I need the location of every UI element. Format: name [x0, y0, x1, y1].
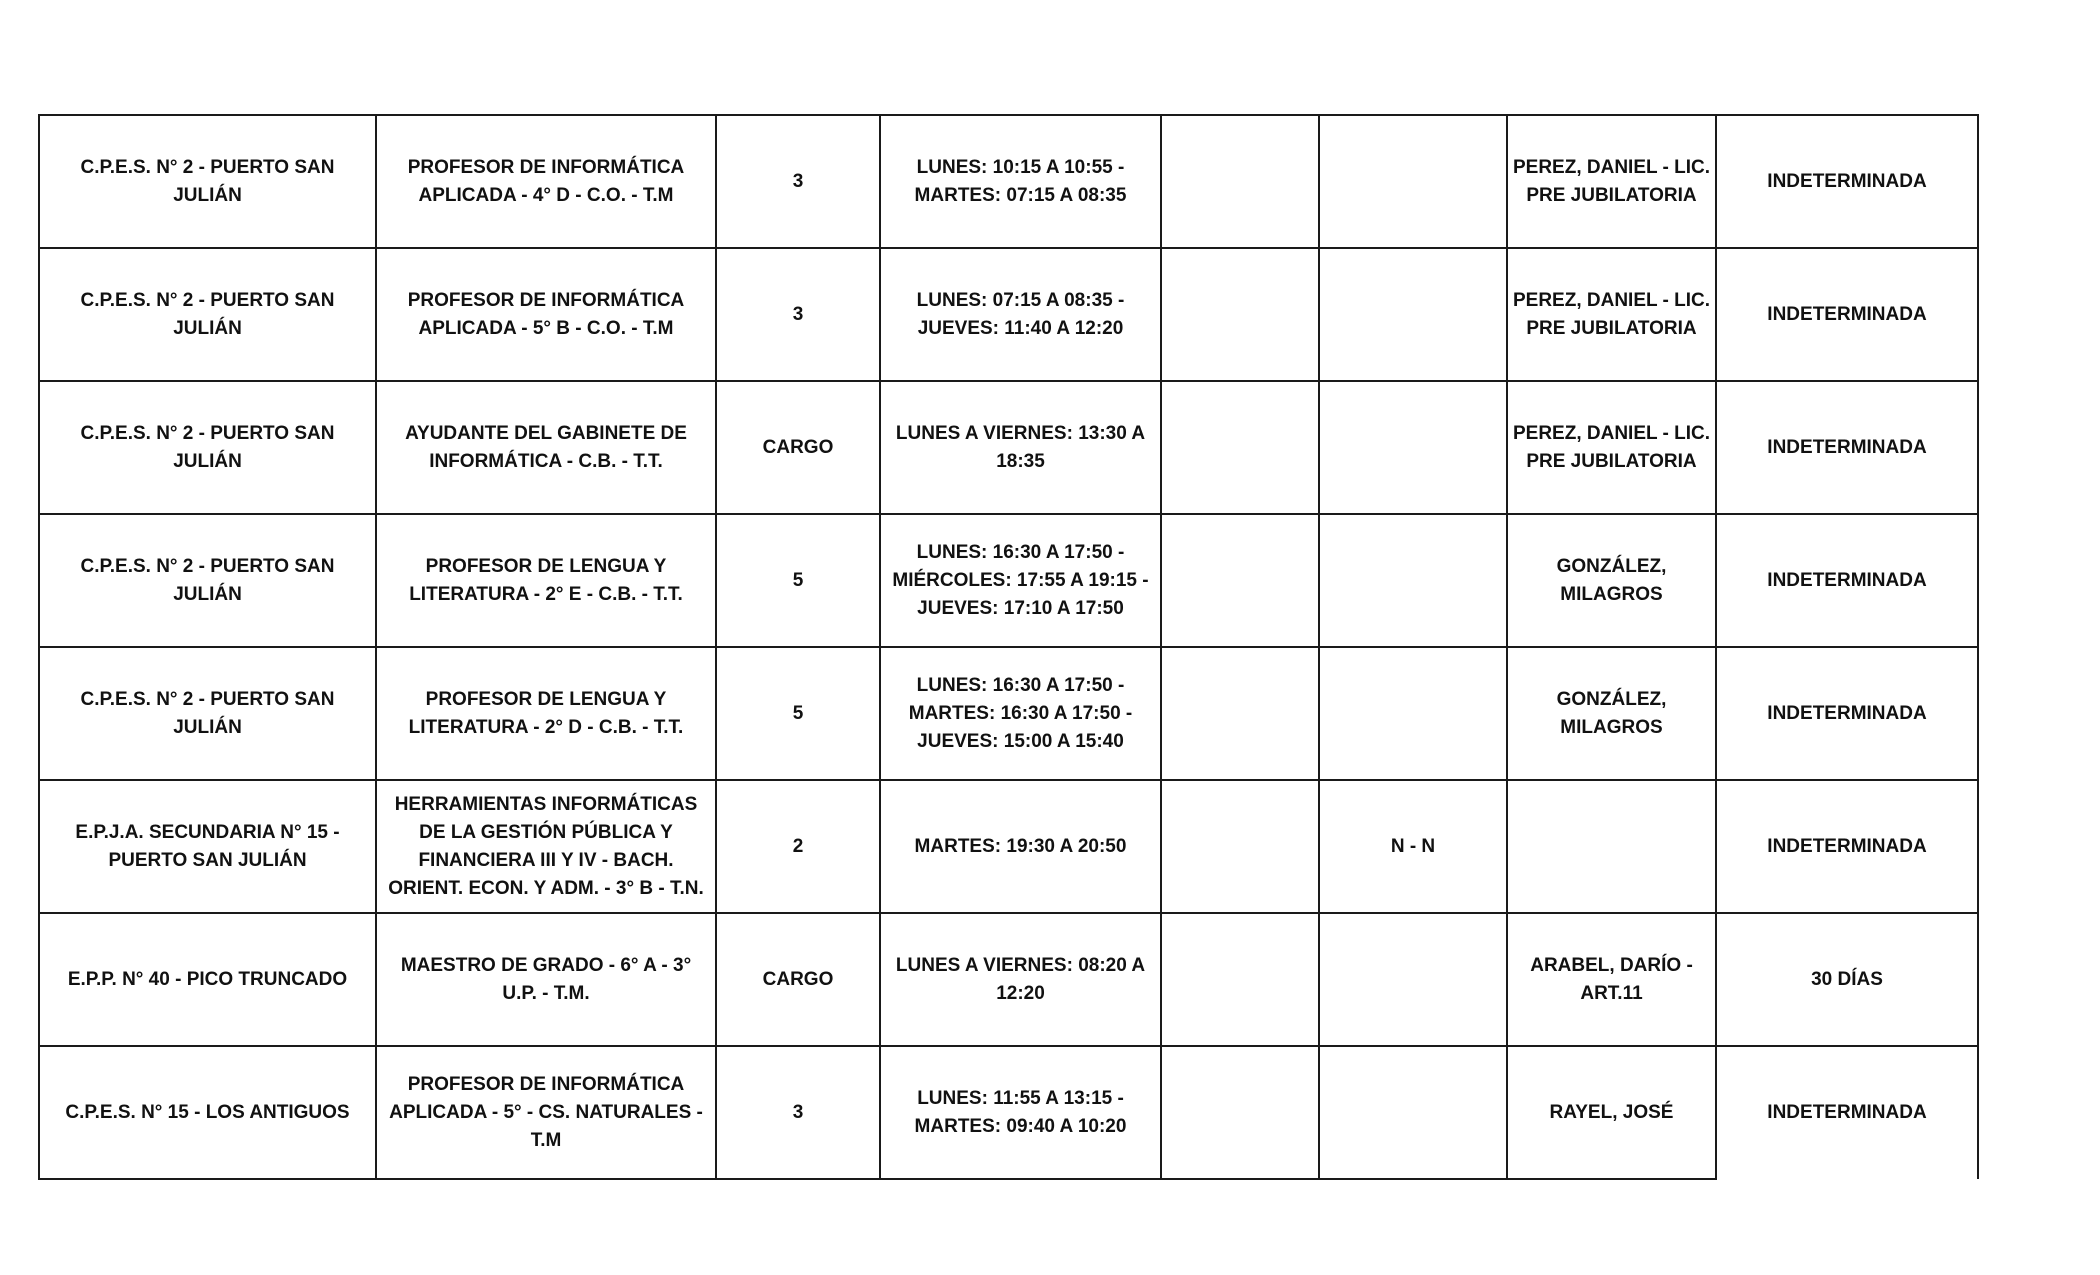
- replaces-cell: ARABEL, DARÍO - ART.11: [1507, 913, 1716, 1046]
- schedule-cell: LUNES: 16:30 A 17:50 - MIÉRCOLES: 17:55 A 19:15 - JUEVES: 17:10 A 17:50: [880, 514, 1161, 647]
- school-cell: E.P.P. N° 40 - PICO TRUNCADO: [39, 913, 376, 1046]
- schedule-cell: LUNES: 07:15 A 08:35 - JUEVES: 11:40 A 12:20: [880, 248, 1161, 381]
- vacancies-table: [38, 114, 1979, 1180]
- duration-cell: INDETERMINADA: [1716, 381, 1978, 514]
- replaces-cell: PEREZ, DANIEL - LIC. PRE JUBILATORIA: [1507, 381, 1716, 514]
- table-row: [39, 780, 1978, 913]
- schedule-cell: LUNES: 11:55 A 13:15 - MARTES: 09:40 A 10:20: [880, 1046, 1161, 1179]
- hours-cell: 3: [716, 248, 880, 381]
- duration-cell: INDETERMINADA: [1716, 248, 1978, 381]
- empty-cell: [1161, 780, 1319, 913]
- school-cell: C.P.E.S. N° 2 - PUERTO SAN JULIÁN: [39, 115, 376, 248]
- hours-cell: CARGO: [716, 913, 880, 1046]
- school-cell: C.P.E.S. N° 2 - PUERTO SAN JULIÁN: [39, 248, 376, 381]
- school-cell: C.P.E.S. N° 2 - PUERTO SAN JULIÁN: [39, 647, 376, 780]
- hours-cell: 5: [716, 647, 880, 780]
- table-row: [39, 381, 1978, 514]
- subject-cell: PROFESOR DE LENGUA Y LITERATURA - 2° E - C.B. - T.T.: [376, 514, 716, 647]
- empty-cell: [1161, 913, 1319, 1046]
- code-cell: [1319, 1046, 1507, 1179]
- empty-cell: [1161, 647, 1319, 780]
- replaces-cell: RAYEL, JOSÉ: [1507, 1046, 1716, 1179]
- empty-cell: [1161, 115, 1319, 248]
- hours-cell: 2: [716, 780, 880, 913]
- duration-cell: INDETERMINADA: [1716, 1046, 1978, 1179]
- schedule-cell: LUNES: 10:15 A 10:55 - MARTES: 07:15 A 08:35: [880, 115, 1161, 248]
- code-cell: N - N: [1319, 780, 1507, 913]
- school-cell: C.P.E.S. N° 2 - PUERTO SAN JULIÁN: [39, 381, 376, 514]
- table-body: [39, 115, 1978, 1179]
- subject-cell: PROFESOR DE LENGUA Y LITERATURA - 2° D - C.B. - T.T.: [376, 647, 716, 780]
- subject-cell: PROFESOR DE INFORMÁTICA APLICADA - 5° - CS. NATURALES - T.M: [376, 1046, 716, 1179]
- duration-cell: INDETERMINADA: [1716, 514, 1978, 647]
- duration-cell: INDETERMINADA: [1716, 780, 1978, 913]
- empty-cell: [1161, 381, 1319, 514]
- table-row: [39, 913, 1978, 1046]
- subject-cell: MAESTRO DE GRADO - 6° A - 3° U.P. - T.M.: [376, 913, 716, 1046]
- replaces-cell: [1507, 780, 1716, 913]
- schedule-cell: LUNES A VIERNES: 13:30 A 18:35: [880, 381, 1161, 514]
- subject-cell: AYUDANTE DEL GABINETE DE INFORMÁTICA - C.B. - T.T.: [376, 381, 716, 514]
- replaces-cell: PEREZ, DANIEL - LIC. PRE JUBILATORIA: [1507, 115, 1716, 248]
- code-cell: [1319, 115, 1507, 248]
- table-row: [39, 248, 1978, 381]
- empty-cell: [1161, 514, 1319, 647]
- school-cell: E.P.J.A. SECUNDARIA N° 15 - PUERTO SAN JULIÁN: [39, 780, 376, 913]
- hours-cell: CARGO: [716, 381, 880, 514]
- empty-cell: [1161, 248, 1319, 381]
- schedule-cell: LUNES: 16:30 A 17:50 - MARTES: 16:30 A 17:50 - JUEVES: 15:00 A 15:40: [880, 647, 1161, 780]
- replaces-cell: GONZÁLEZ, MILAGROS: [1507, 514, 1716, 647]
- code-cell: [1319, 248, 1507, 381]
- code-cell: [1319, 381, 1507, 514]
- hours-cell: 3: [716, 1046, 880, 1179]
- duration-cell: 30 DÍAS: [1716, 913, 1978, 1046]
- table-row: [39, 115, 1978, 248]
- table-row: [39, 514, 1978, 647]
- empty-cell: [1161, 1046, 1319, 1179]
- subject-cell: HERRAMIENTAS INFORMÁTICAS DE LA GESTIÓN PÚBLICA Y FINANCIERA III Y IV - BACH. ORIENT. ECON. Y ADM. - 3° B - T.N.: [376, 780, 716, 913]
- duration-cell: INDETERMINADA: [1716, 115, 1978, 248]
- code-cell: [1319, 647, 1507, 780]
- subject-cell: PROFESOR DE INFORMÁTICA APLICADA - 5° B - C.O. - T.M: [376, 248, 716, 381]
- code-cell: [1319, 913, 1507, 1046]
- schedule-cell: LUNES A VIERNES: 08:20 A 12:20: [880, 913, 1161, 1046]
- school-cell: C.P.E.S. N° 15 - LOS ANTIGUOS: [39, 1046, 376, 1179]
- table-row: [39, 1046, 1978, 1179]
- code-cell: [1319, 514, 1507, 647]
- schedule-cell: MARTES: 19:30 A 20:50: [880, 780, 1161, 913]
- hours-cell: 3: [716, 115, 880, 248]
- subject-cell: PROFESOR DE INFORMÁTICA APLICADA - 4° D - C.O. - T.M: [376, 115, 716, 248]
- table-row: [39, 647, 1978, 780]
- replaces-cell: GONZÁLEZ, MILAGROS: [1507, 647, 1716, 780]
- school-cell: C.P.E.S. N° 2 - PUERTO SAN JULIÁN: [39, 514, 376, 647]
- replaces-cell: PEREZ, DANIEL - LIC. PRE JUBILATORIA: [1507, 248, 1716, 381]
- hours-cell: 5: [716, 514, 880, 647]
- duration-cell: INDETERMINADA: [1716, 647, 1978, 780]
